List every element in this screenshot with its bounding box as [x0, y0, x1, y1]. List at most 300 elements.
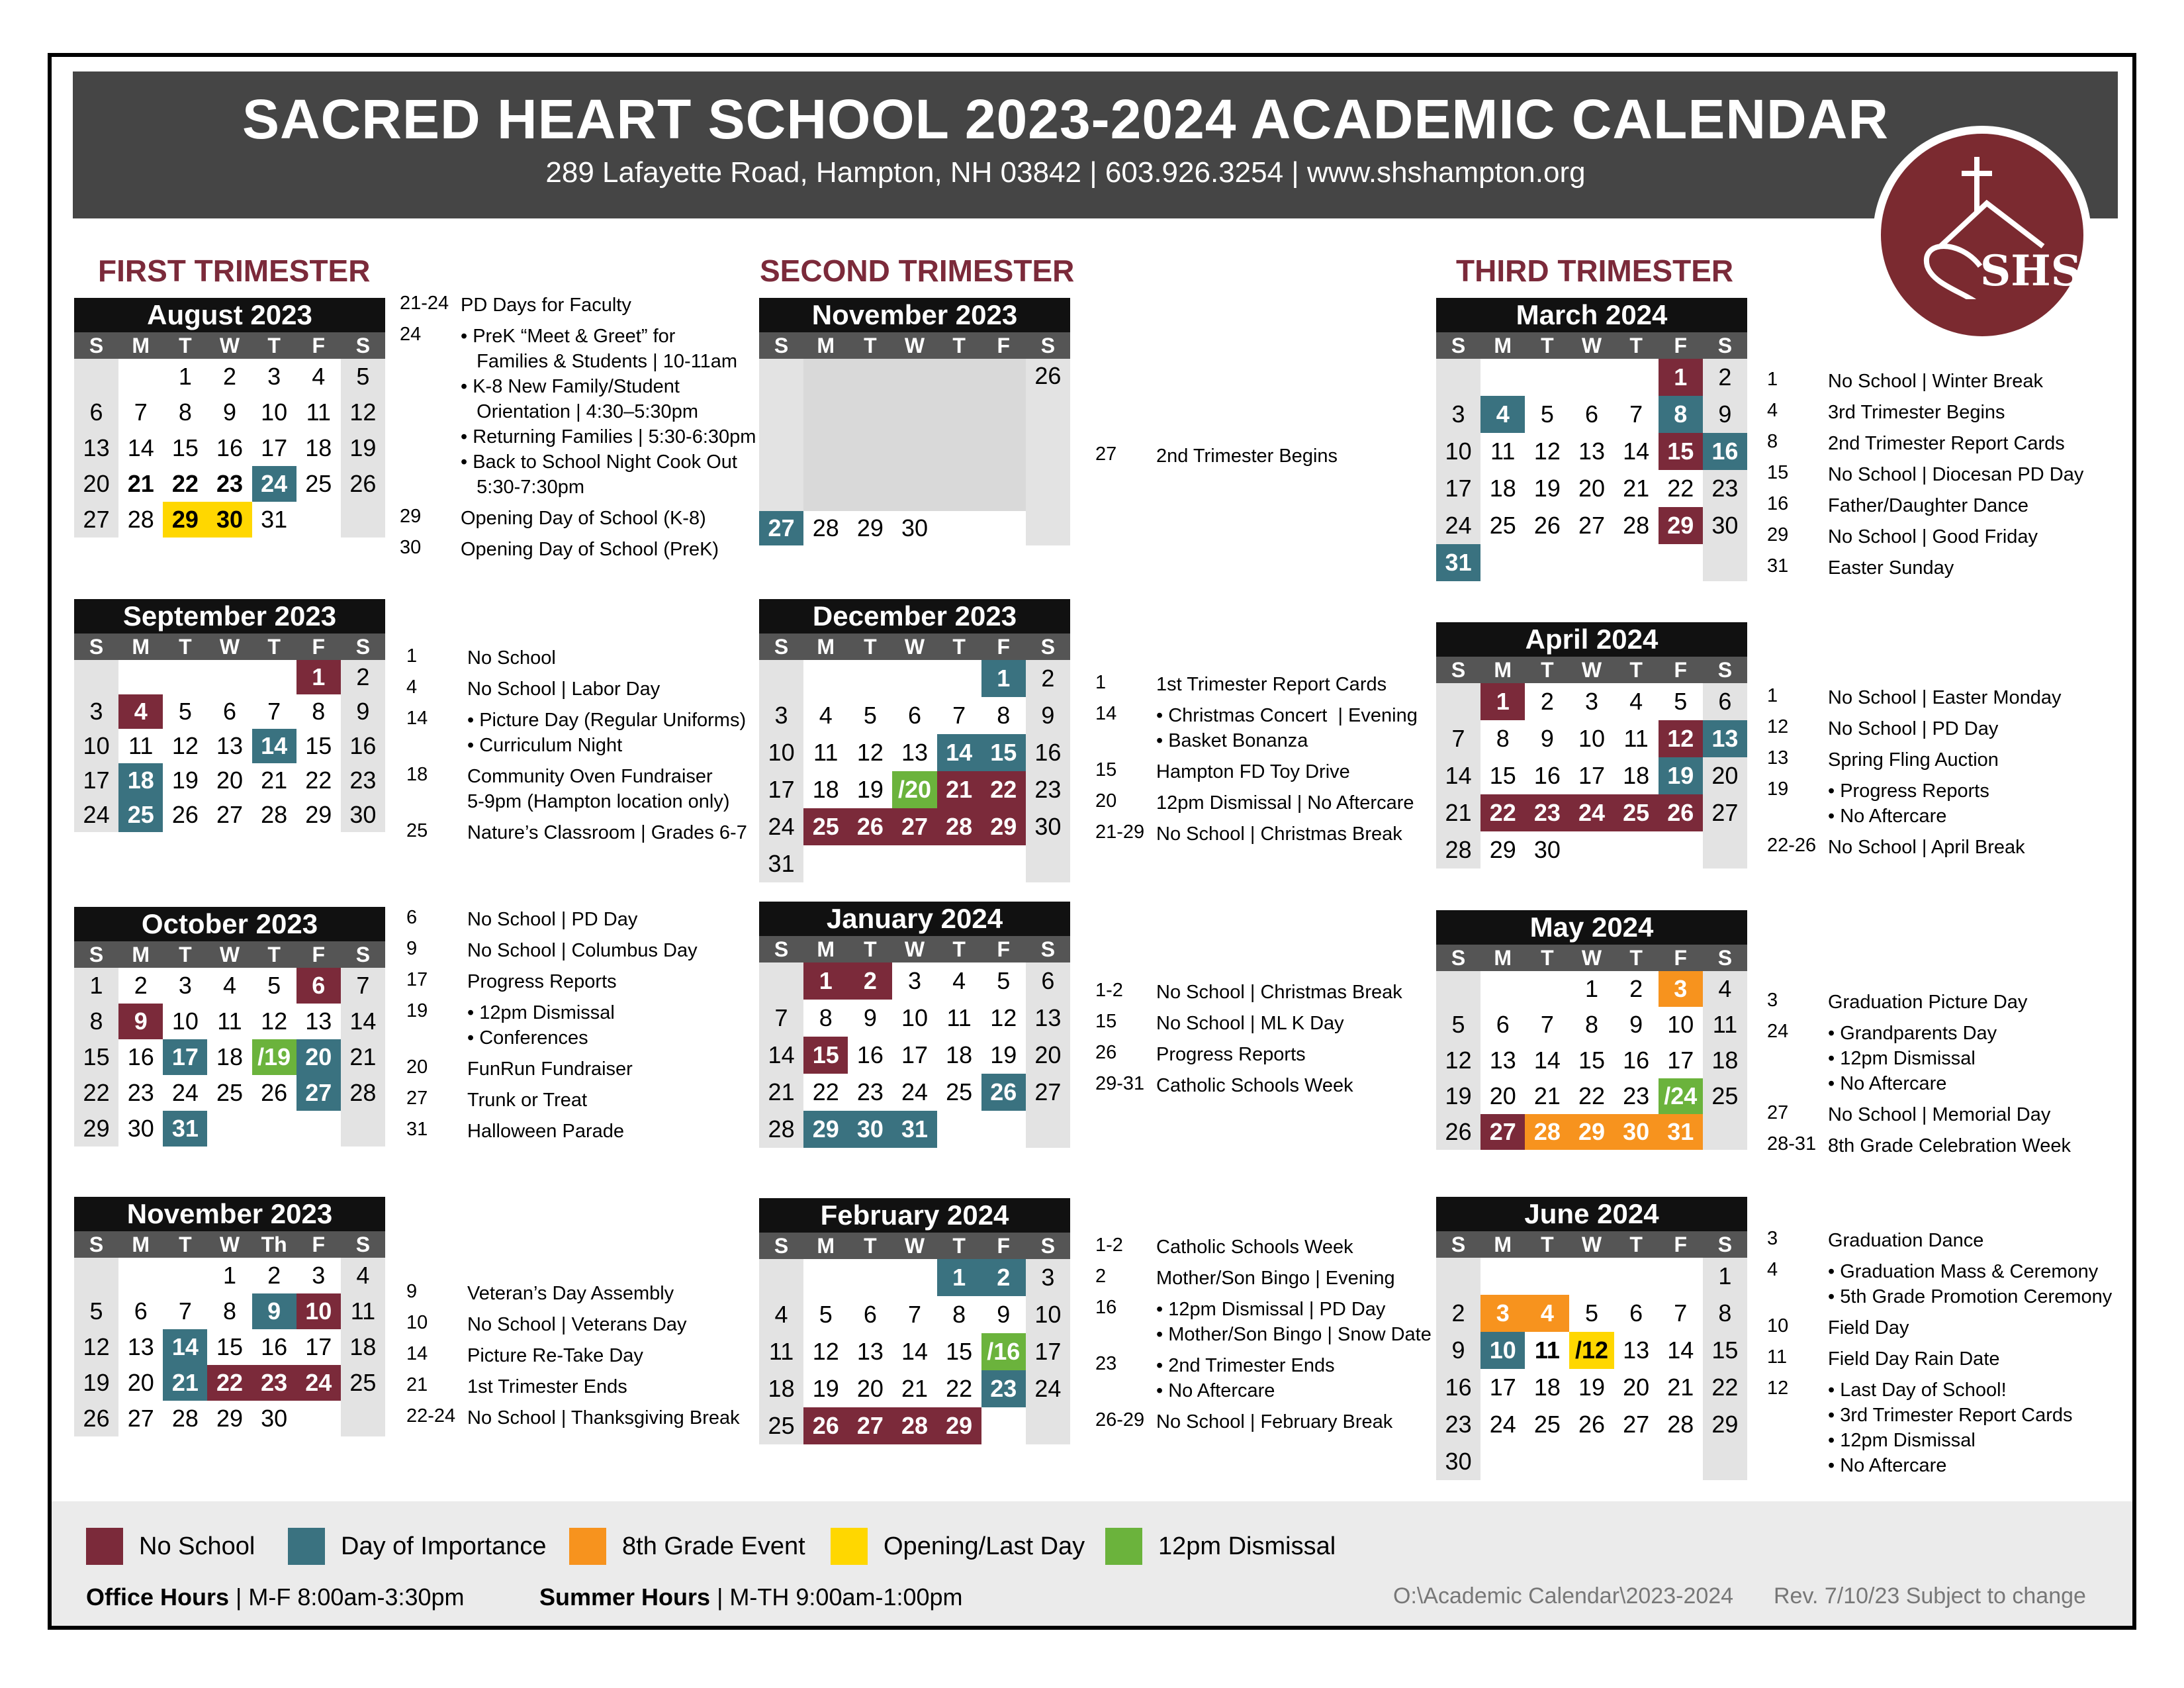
empty-cell	[981, 1407, 1026, 1444]
event-text: 5-9pm (Hampton location only)	[467, 791, 730, 812]
month-title: April 2024	[1436, 622, 1747, 657]
event-text: No School	[467, 647, 556, 669]
event-item	[1095, 1409, 1439, 1434]
day-cell: 31	[1659, 1114, 1703, 1150]
day-cell: 9	[1451, 1336, 1465, 1364]
day-cell: 15	[83, 1043, 110, 1070]
event-text: No School | Diocesan PD Day	[1828, 464, 2084, 485]
day-cell: 6	[89, 399, 103, 426]
day-cell: 14	[937, 734, 981, 771]
day-cell: 6	[222, 698, 236, 725]
day-cell: 17	[1578, 762, 1606, 789]
empty-cell	[1569, 544, 1614, 581]
empty-cell	[981, 511, 1026, 545]
event-date: 1-2	[1095, 1235, 1123, 1256]
month-title: November 2023	[74, 1197, 385, 1231]
event-date: 21-24	[400, 293, 449, 314]
event-date: 6	[406, 907, 418, 928]
day-cell: 7	[1451, 725, 1465, 752]
weekday-header	[74, 941, 385, 968]
day-cell: 2	[356, 663, 370, 690]
day-cell: 12	[349, 399, 377, 426]
day-cell: 14	[1667, 1336, 1694, 1364]
day-cell: 26	[1445, 1118, 1472, 1145]
event-item	[406, 1281, 751, 1306]
day-cell: 2	[981, 1259, 1026, 1296]
event-date: 13	[1767, 747, 1789, 769]
day-cell: 31	[163, 1111, 207, 1147]
event-date: 8	[1767, 431, 1778, 452]
day-cell: 26	[83, 1405, 110, 1432]
day-cell: 13	[305, 1008, 332, 1035]
event-text: Nature’s Classroom | Grades 6-7	[467, 822, 747, 843]
event-date: 24	[1767, 1021, 1789, 1042]
weekday-label: F	[312, 635, 326, 659]
day-cell: 26	[171, 801, 199, 828]
empty-cell	[1569, 1443, 1614, 1480]
event-date: 29	[1767, 524, 1789, 545]
event-date: 4	[1767, 1259, 1778, 1280]
day-cell: 19	[990, 1041, 1017, 1068]
weekday-label: T	[864, 1234, 877, 1258]
day-cell: 19	[856, 776, 884, 803]
event-list	[1095, 672, 1439, 853]
event-item	[406, 764, 751, 814]
weekday-header	[74, 1231, 385, 1258]
day-cell: 29	[1489, 836, 1516, 863]
empty-cell	[803, 1259, 848, 1296]
event-text: No School | Christmas Break	[1156, 823, 1402, 845]
day-cell: 27	[1711, 799, 1739, 826]
day-cell: 23	[252, 1365, 296, 1401]
event-item	[1767, 400, 2111, 425]
day-cell: 29	[1569, 1114, 1614, 1150]
day-cell: 27	[892, 808, 936, 845]
day-cell: 28	[768, 1115, 795, 1143]
event-text: Opening Day of School (K-8)	[461, 508, 706, 529]
event-text: • 2nd Trimester Ends	[1156, 1355, 1335, 1376]
weekday-label: F	[997, 1234, 1011, 1258]
weekday-label: S	[1040, 1234, 1056, 1258]
day-cell: 30	[127, 1115, 154, 1142]
day-cell: 6	[296, 968, 341, 1004]
event-text: 2nd Trimester Begins	[1156, 445, 1338, 467]
event-item	[400, 324, 756, 500]
day-cell: 7	[178, 1297, 192, 1325]
event-item	[406, 645, 751, 671]
event-date: 2	[1095, 1266, 1107, 1287]
day-cell: 27	[759, 511, 803, 545]
day-cell: 17	[1489, 1374, 1516, 1401]
event-text: Progress Reports	[467, 971, 617, 992]
day-cell: 25	[768, 1412, 795, 1439]
day-cell: 2	[1718, 363, 1732, 391]
empty-cell	[937, 660, 981, 697]
month-title: March 2024	[1436, 298, 1747, 332]
day-cell: 10	[1667, 1011, 1694, 1038]
event-text: Field Day Rain Date	[1828, 1348, 2000, 1370]
weekday-label: M	[1494, 334, 1512, 357]
day-cell: 20	[127, 1369, 154, 1396]
weekday-header	[1436, 1231, 1747, 1258]
day-cell: 20	[1489, 1082, 1516, 1109]
day-cell: 9	[863, 1004, 877, 1031]
day-cell: 27	[216, 801, 244, 828]
weekday-label: S	[774, 1234, 789, 1258]
day-cell: 9	[252, 1293, 296, 1329]
event-text: 3rd Trimester Begins	[1828, 402, 2005, 423]
event-item	[406, 677, 751, 702]
day-cell: 12	[1659, 720, 1703, 757]
event-text: No School | Thanksgiving Break	[467, 1407, 740, 1429]
day-cell: 28	[127, 506, 154, 533]
event-text: Mother/Son Bingo | Evening	[1156, 1268, 1395, 1289]
event-text: • Back to School Night Cook Out	[461, 451, 737, 473]
day-cell: 6	[134, 1297, 148, 1325]
event-date: 30	[400, 537, 422, 558]
day-cell: 24	[83, 801, 110, 828]
day-cell: 28	[1623, 512, 1650, 539]
event-item	[1767, 1378, 2111, 1478]
event-item	[1095, 1073, 1439, 1098]
day-cell: 15	[305, 732, 332, 759]
day-cell: 9	[1041, 702, 1055, 729]
event-item	[1767, 1133, 2111, 1158]
day-cell: 11	[1712, 1011, 1738, 1038]
event-item	[1095, 672, 1439, 697]
event-item	[406, 907, 751, 932]
weekday-label: M	[132, 1233, 150, 1256]
day-cell: 13	[1034, 1004, 1062, 1031]
day-cell: 18	[1533, 1374, 1561, 1401]
day-cell: 11	[768, 1338, 794, 1365]
day-cell: 9	[1718, 400, 1732, 428]
event-text: Spring Fling Auction	[1828, 749, 1999, 771]
day-cell: 27	[127, 1405, 154, 1432]
weekday-label: W	[1581, 946, 1602, 970]
day-cell: 4	[1525, 1295, 1569, 1332]
weekday-label: S	[774, 937, 789, 961]
day-cell: 7	[1629, 400, 1643, 428]
event-text: Community Oven Fundraiser	[467, 766, 713, 787]
day-cell: 2	[1451, 1299, 1465, 1327]
month-title: February 2024	[759, 1198, 1070, 1233]
weekday-label: M	[817, 937, 835, 961]
empty-cell	[207, 1111, 251, 1147]
day-cell: 19	[1578, 1374, 1606, 1401]
event-item	[1767, 555, 2111, 581]
legend-swatch	[569, 1528, 606, 1565]
empty-cell	[252, 1111, 296, 1147]
day-cell: 17	[305, 1333, 332, 1360]
day-cell: 31	[1436, 544, 1480, 581]
empty-cell	[341, 502, 385, 538]
day-cell: 20	[1578, 475, 1606, 502]
weekday-label: S	[1451, 1233, 1466, 1256]
day-cell: 9	[997, 1301, 1011, 1328]
day-cell: 21	[261, 767, 288, 794]
day-cell: 5	[89, 1297, 103, 1325]
day-cell: 11	[1623, 725, 1649, 752]
day-cell: 3	[1451, 400, 1465, 428]
day-cell: 8	[178, 399, 192, 426]
day-cell: 2	[222, 363, 236, 390]
event-text: • Christmas Concert | Evening	[1156, 705, 1418, 726]
day-cell: 7	[774, 1004, 788, 1031]
day-cell: 18	[812, 776, 839, 803]
day-cell: 11	[946, 1004, 972, 1031]
day-cell: 13	[901, 739, 929, 766]
weekday-label: Th	[261, 1233, 287, 1256]
day-cell: 13	[1578, 438, 1606, 465]
day-cell: 25	[349, 1369, 377, 1396]
event-date: 21-29	[1095, 821, 1145, 843]
month-title: November 2023	[759, 298, 1070, 332]
day-cell: 17	[83, 767, 110, 794]
day-cell: 23	[1711, 475, 1739, 502]
day-cell: 2	[848, 962, 892, 1000]
empty-cell	[1614, 1258, 1659, 1295]
day-cell: 15	[1578, 1047, 1606, 1074]
empty-cell	[74, 359, 118, 395]
day-cell: 21	[937, 771, 981, 808]
day-cell: 29	[1659, 507, 1703, 544]
day-cell: 7	[1674, 1299, 1688, 1327]
day-cell: 21	[1667, 1374, 1694, 1401]
day-cell: 16	[1445, 1374, 1472, 1401]
day-cell: 11	[306, 399, 331, 426]
empty-cell	[1480, 971, 1525, 1007]
empty-cell	[1569, 1258, 1614, 1295]
day-cell: 9	[1629, 1011, 1643, 1038]
empty-cell	[252, 660, 296, 694]
legend-swatch	[831, 1528, 868, 1565]
weekday-label: S	[1717, 946, 1733, 970]
event-text: • Conferences	[467, 1027, 588, 1049]
event-text: • Basket Bonanza	[1156, 730, 1308, 751]
event-item	[406, 820, 751, 845]
day-cell: 29	[83, 1115, 110, 1142]
day-cell: 19	[83, 1369, 110, 1396]
weekday-label: T	[864, 937, 877, 961]
day-cell: 3	[1041, 1264, 1055, 1291]
trimester-heading: THIRD TRIMESTER	[1456, 254, 1734, 288]
event-item	[1767, 1346, 2111, 1372]
day-cell: 21	[349, 1043, 377, 1070]
legend-swatch	[1105, 1528, 1142, 1565]
weekday-label: W	[904, 334, 925, 357]
day-cell: 6	[1041, 967, 1055, 994]
day-cell: 11	[1534, 1336, 1560, 1364]
day-cell: 12	[261, 1008, 288, 1035]
day-cell: 19	[1445, 1082, 1472, 1109]
weekday-label: S	[1717, 334, 1733, 357]
day-cell: 13	[216, 732, 244, 759]
day-cell: 30	[1533, 836, 1561, 863]
event-list	[1767, 685, 2111, 866]
day-cell: 4	[222, 972, 236, 999]
event-text: Trunk or Treat	[467, 1090, 588, 1111]
event-date: 10	[406, 1312, 428, 1333]
event-text: • 12pm Dismissal | PD Day	[1156, 1299, 1386, 1320]
empty-cell	[892, 660, 936, 697]
event-item	[1095, 1011, 1439, 1036]
event-item	[1767, 1315, 2111, 1340]
event-text: 1st Trimester Report Cards	[1156, 674, 1387, 695]
weekday-label: W	[219, 1233, 240, 1256]
day-cell: 29	[937, 1407, 981, 1444]
weekday-label: S	[355, 635, 371, 659]
empty-cell	[1436, 359, 1480, 396]
day-cell: 4	[819, 702, 833, 729]
event-text: Hampton FD Toy Drive	[1156, 761, 1350, 782]
event-text: • 3rd Trimester Report Cards	[1828, 1405, 2073, 1426]
day-cell: 7	[267, 698, 281, 725]
empty-cell	[1026, 1111, 1070, 1148]
event-date: 22-26	[1767, 835, 1817, 856]
weekday-label: F	[997, 937, 1011, 961]
month-title: October 2023	[74, 907, 385, 941]
day-cell: 29	[856, 514, 884, 541]
event-item	[1767, 835, 2111, 860]
weekday-header	[759, 1233, 1070, 1259]
empty-cell	[1659, 544, 1703, 581]
day-cell: 29	[216, 1405, 244, 1432]
day-cell: 18	[946, 1041, 973, 1068]
day-cell: 4	[312, 363, 326, 390]
day-cell: 28	[1667, 1411, 1694, 1438]
day-cell: 5	[356, 363, 370, 390]
day-cell: 4	[1718, 975, 1732, 1002]
day-cell: 27	[83, 506, 110, 533]
day-cell: 3	[1480, 1295, 1525, 1332]
weekday-label: M	[817, 1234, 835, 1258]
day-cell: 5	[267, 972, 281, 999]
event-date: 10	[1767, 1315, 1789, 1336]
empty-cell	[848, 1259, 892, 1296]
day-cell: 16	[1533, 762, 1561, 789]
weekday-label: M	[817, 334, 835, 357]
weekday-label: S	[1451, 946, 1466, 970]
event-date: 1-2	[1095, 980, 1123, 1001]
event-text: Catholic Schools Week	[1156, 1237, 1353, 1258]
day-cell: 13	[127, 1333, 154, 1360]
empty-cell	[1480, 1258, 1525, 1295]
weekday-label: S	[89, 635, 104, 659]
empty-cell	[759, 1259, 803, 1296]
weekday-label: S	[1040, 635, 1056, 659]
empty-cell	[803, 660, 848, 697]
event-date: 29-31	[1095, 1073, 1145, 1094]
header-banner	[73, 71, 2118, 218]
event-list	[406, 1281, 751, 1436]
day-cell: 10	[171, 1008, 199, 1035]
day-cell: 1	[89, 972, 103, 999]
day-cell: 13	[1623, 1336, 1650, 1364]
day-cell: 12	[1445, 1047, 1472, 1074]
event-text: No School | Easter Monday	[1828, 687, 2062, 708]
legend-item	[86, 1528, 255, 1565]
day-cell: 10	[901, 1004, 929, 1031]
day-cell: 7	[1540, 1011, 1554, 1038]
day-cell: 7	[907, 1301, 921, 1328]
day-cell: 27	[296, 1075, 341, 1111]
day-cell: 14	[127, 434, 154, 461]
event-list	[1095, 444, 1439, 475]
trimester-heading: FIRST TRIMESTER	[98, 254, 371, 288]
day-cell: 14	[349, 1008, 377, 1035]
event-list	[400, 293, 756, 568]
day-cell: 23	[349, 767, 377, 794]
day-cell: 3	[267, 363, 281, 390]
event-text: • No Aftercare	[1828, 806, 1947, 827]
day-cell: 15	[981, 734, 1026, 771]
day-cell: 23	[856, 1078, 884, 1105]
day-cell: 11	[217, 1008, 242, 1035]
day-cell: 10	[1480, 1332, 1525, 1369]
empty-cell	[937, 845, 981, 882]
event-item	[406, 1056, 751, 1082]
event-list	[1095, 980, 1439, 1104]
event-item	[1095, 759, 1439, 784]
day-cell: 8	[997, 702, 1011, 729]
event-text: No School | Winter Break	[1828, 371, 2044, 392]
event-item	[1767, 747, 2111, 773]
event-date: 31	[406, 1119, 428, 1140]
event-date: 24	[400, 324, 422, 345]
day-cell: /12	[1569, 1332, 1614, 1369]
event-item	[1767, 685, 2111, 710]
day-cell: 17	[1034, 1338, 1062, 1365]
event-item	[406, 938, 751, 963]
empty-cell	[1659, 1443, 1703, 1480]
event-text: Opening Day of School (PreK)	[461, 539, 719, 560]
empty-cell	[163, 1258, 207, 1293]
month-calendar	[1436, 1197, 1747, 1480]
day-cell: 6	[1718, 688, 1732, 715]
day-cell: 17	[768, 776, 795, 803]
event-date: 19	[406, 1000, 428, 1021]
day-cell: 7	[952, 702, 966, 729]
event-date: 14	[406, 708, 428, 729]
day-cell: 16	[261, 1333, 288, 1360]
month-title: June 2024	[1436, 1197, 1747, 1231]
day-cell: 22	[83, 1079, 110, 1106]
day-cell: 27	[1578, 512, 1606, 539]
event-date: 18	[406, 764, 428, 785]
day-cell: 19	[349, 434, 377, 461]
event-date: 26-29	[1095, 1409, 1145, 1430]
day-cell: 19	[1659, 757, 1703, 794]
day-cell: 31	[261, 506, 288, 533]
event-date: 11	[1767, 1346, 1788, 1368]
day-cell: 11	[350, 1297, 376, 1325]
day-cell: 22	[305, 767, 332, 794]
empty-cell	[296, 1401, 341, 1436]
weekday-label: W	[219, 635, 240, 659]
day-cell: 12	[83, 1333, 110, 1360]
day-cell: 29	[981, 808, 1026, 845]
day-cell: 30	[901, 514, 929, 541]
day-cell: 1	[296, 660, 341, 694]
event-date: 4	[406, 677, 418, 698]
weekday-label: S	[355, 943, 371, 966]
school-logo	[1873, 126, 2091, 344]
day-cell: 12	[171, 732, 199, 759]
weekday-header	[759, 332, 1070, 359]
event-item	[406, 1374, 751, 1399]
weekday-label: T	[952, 635, 966, 659]
